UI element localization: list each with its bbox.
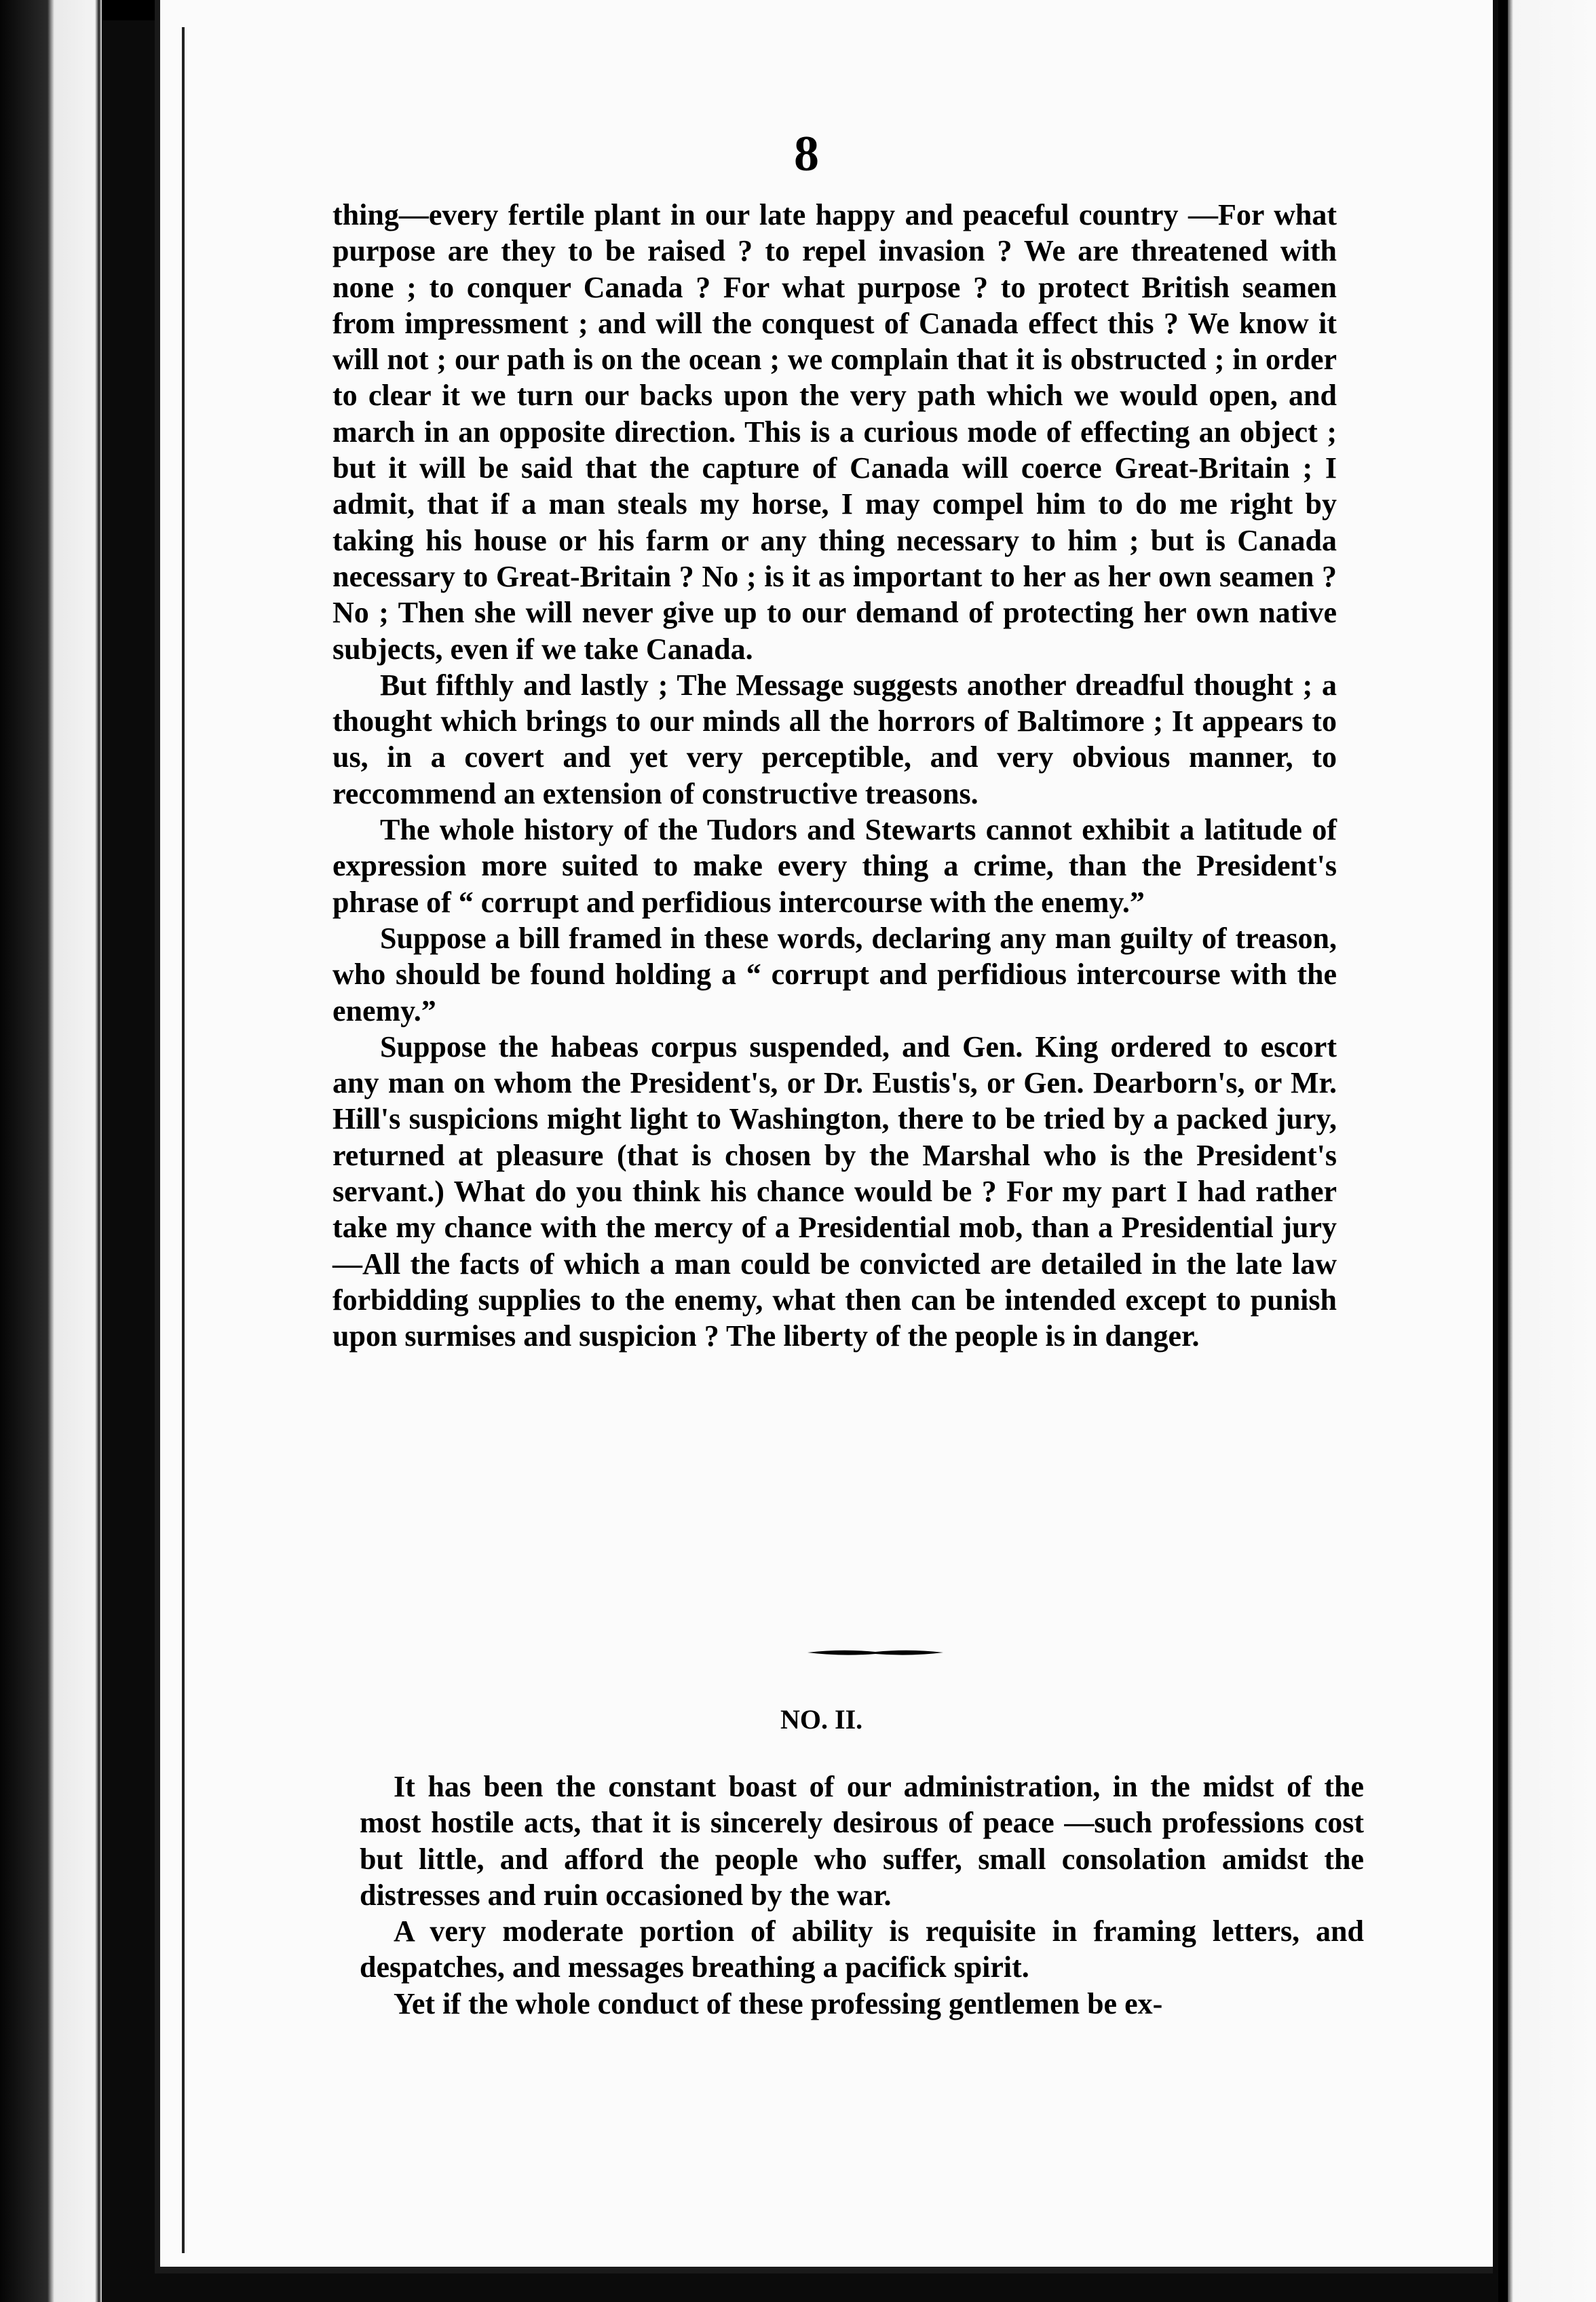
paragraph: The whole history of the Tudors and Stewarts cannot exhibit a latitude of expression more suited to make every thing a crime, than the President's phrase of “ corrupt and perfidious intercourse with the enemy.” <box>332 813 1337 919</box>
paragraph: Suppose a bill framed in these words, declaring any man guilty of treason, who should be found holding a “ corrupt and perfidious intercourse with the enemy.” <box>332 921 1337 1027</box>
page-fold-shadow <box>1498 0 1508 2302</box>
facing-page-edge <box>1493 0 1596 2302</box>
main-text <box>332 197 1337 1355</box>
paragraph: Yet if the whole conduct of these professing gentlemen be ex- <box>394 1986 1163 2020</box>
scan-frame-left <box>0 0 102 2302</box>
page-gutter-rule <box>182 27 185 2253</box>
paragraph: A very moderate portion of ability is requisite in framing letters, and despatches, and messages breathing a pacifick spirit. <box>360 1914 1364 1984</box>
page-number: 8 <box>794 126 819 182</box>
paragraph: It has been the constant boast of our administration, in the midst of the most hostile acts, that it is sincerely desirous of peace —such professions cost but little, and afford the people who suffer, small consolation amidst the distresses and ruin occasioned by the war. <box>360 1770 1364 1912</box>
paragraph: thing—every fertile plant in our late happy and peaceful country —For what purpose are they to be raised ? to repel invasion ? We are threatened with none ; to conquer Canada ? For what purpose ? to protect British seamen from impressment ; and will the conquest of Canada effect this ? We know it will not ; our path is on the ocean ; we complain that it is obstructed ; in order to clear it we turn our backs upon the very path which we would open, and march in an opposite direction. This is a curious mode of effecting an object ; but it will be said that the capture of Canada will coerce Great-Britain ; I admit, that if a man steals my horse, I may compel him to do me right by taking his house or his farm or any thing necessary to him ; but is Canada necessary to Great-Britain ? No ; is it as important to her as her own seamen ? No ; Then she will never give up to our demand of protecting her own native subjects, even if we take Canada. <box>332 198 1337 666</box>
section-divider-ornament <box>808 1646 943 1659</box>
section-text <box>360 1769 1364 2022</box>
paragraph: Suppose the habeas corpus suspended, and Gen. King ordered to escort any man on whom the President's, or Dr. Eustis's, or Gen. Dearborn's, or Mr. Hill's suspicions might light to Washington, there to be tried by a packed jury, returned at pleasure (that is chosen by the Marshal who is the President's servant.) What do you think his chance would be ? For my part I had rather take my chance with the mercy of a Presidential mob, than a Presidential jury—All the facts of which a man could be convicted are detailed in the late law forbidding supplies to the enemy, what then can be intended except to punish upon surmises and suspicion ? The liberty of the people is in danger. <box>332 1030 1337 1353</box>
paragraph: But fifthly and lastly ; The Message suggests another dreadful thought ; a thought which brings to our minds all the horrors of Baltimore ; It appears to us, in a covert and yet very perceptible, and very obvious manner, to reccommend an extension of constructive treasons. <box>332 668 1337 810</box>
section-heading: NO. II. <box>780 1704 863 1735</box>
